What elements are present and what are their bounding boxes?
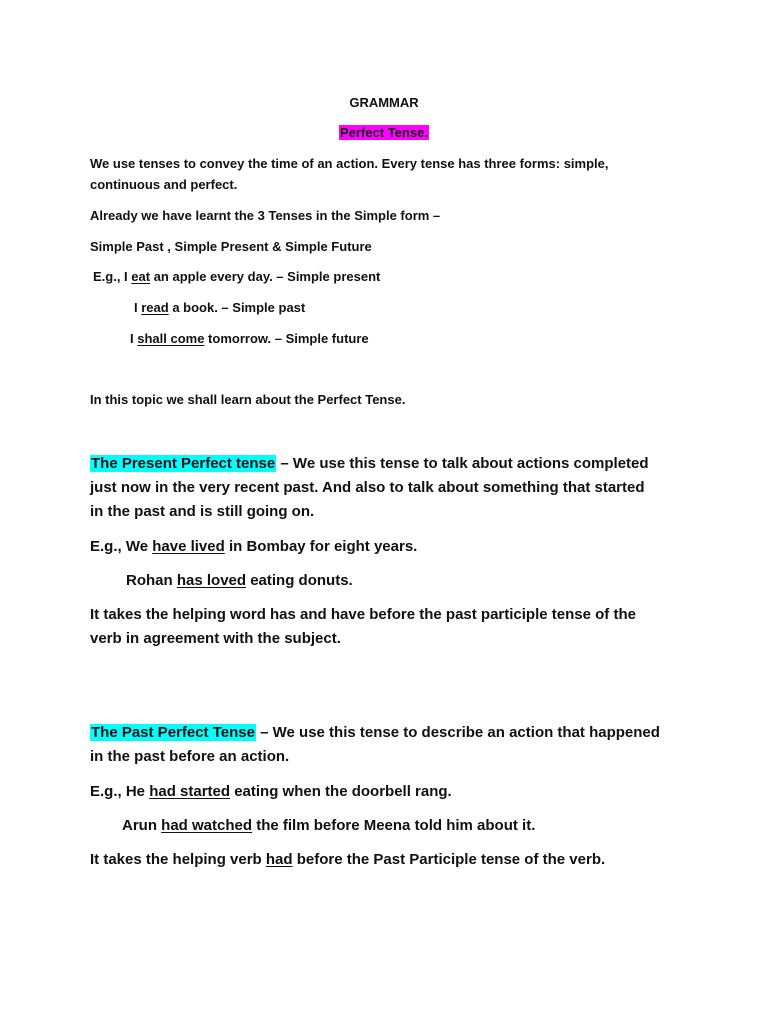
example-verb: have lived (152, 538, 225, 555)
example-verb: shall come (137, 331, 205, 346)
example-verb: read (141, 300, 169, 315)
past-perfect-example-1 (90, 783, 452, 800)
example-verb: had watched (161, 817, 253, 834)
desc-text: – We use this tense to describe an action that happened (255, 724, 660, 741)
page-title: GRAMMAR (349, 95, 419, 110)
example-text: E.g., He (90, 783, 150, 800)
example-text: Arun (122, 817, 162, 834)
simple-example-1 (93, 269, 380, 284)
simple-example-3 (130, 331, 369, 346)
example-text: an apple every day. – Simple present (150, 269, 381, 284)
rule-text: It takes the helping verb (90, 851, 266, 868)
intro-line-2: continuous and perfect. (90, 177, 238, 192)
present-perfect-desc-3: in the past and is still going on. (90, 503, 315, 520)
example-text: Rohan (126, 572, 177, 589)
subtitle-highlight: Perfect Tense. (340, 125, 428, 140)
past-perfect-example-2 (122, 817, 535, 834)
example-verb: has loved (176, 572, 247, 589)
past-perfect-desc-1 (90, 724, 660, 741)
example-verb: had started (149, 783, 231, 800)
past-perfect-desc-2: in the past before an action. (90, 748, 290, 765)
present-perfect-rule-2: verb in agreement with the subject. (90, 630, 341, 647)
present-perfect-desc-2: just now in the very recent past. And also to talk about something that started (90, 479, 645, 496)
example-text: tomorrow. – Simple future (204, 331, 369, 346)
past-perfect-heading: The Past Perfect Tense (91, 724, 255, 741)
example-text: E.g., We (90, 538, 153, 555)
intro-line-4: Simple Past , Simple Present & Simple Future (90, 239, 372, 254)
present-perfect-rule-1: It takes the helping word has and have before the past participle tense of the (90, 606, 636, 623)
example-text: E.g., I (93, 269, 132, 284)
desc-text: – We use this tense to talk about actions completed (276, 455, 649, 472)
example-text: I (130, 331, 138, 346)
rule-text: before the Past Participle tense of the verb. (292, 851, 606, 868)
simple-example-2 (134, 300, 305, 315)
example-text: in Bombay for eight years. (224, 538, 418, 555)
example-text: I (134, 300, 142, 315)
topic-line: In this topic we shall learn about the Perfect Tense. (90, 392, 406, 407)
intro-line-1: We use tenses to convey the time of an action. Every tense has three forms: simple, (90, 156, 609, 171)
example-text: a book. – Simple past (168, 300, 306, 315)
present-perfect-example-1 (90, 538, 417, 555)
rule-verb: had (265, 851, 293, 868)
example-text: eating when the doorbell rang. (230, 783, 452, 800)
present-perfect-desc-1 (90, 455, 649, 472)
present-perfect-example-2 (126, 572, 353, 589)
present-perfect-heading: The Present Perfect tense (91, 455, 276, 472)
past-perfect-rule (90, 851, 605, 868)
intro-line-3: Already we have learnt the 3 Tenses in the Simple form – (90, 208, 441, 223)
example-verb: eat (131, 269, 151, 284)
example-text: the film before Meena told him about it. (252, 817, 536, 834)
page-subtitle (0, 125, 768, 140)
example-text: eating donuts. (246, 572, 353, 589)
